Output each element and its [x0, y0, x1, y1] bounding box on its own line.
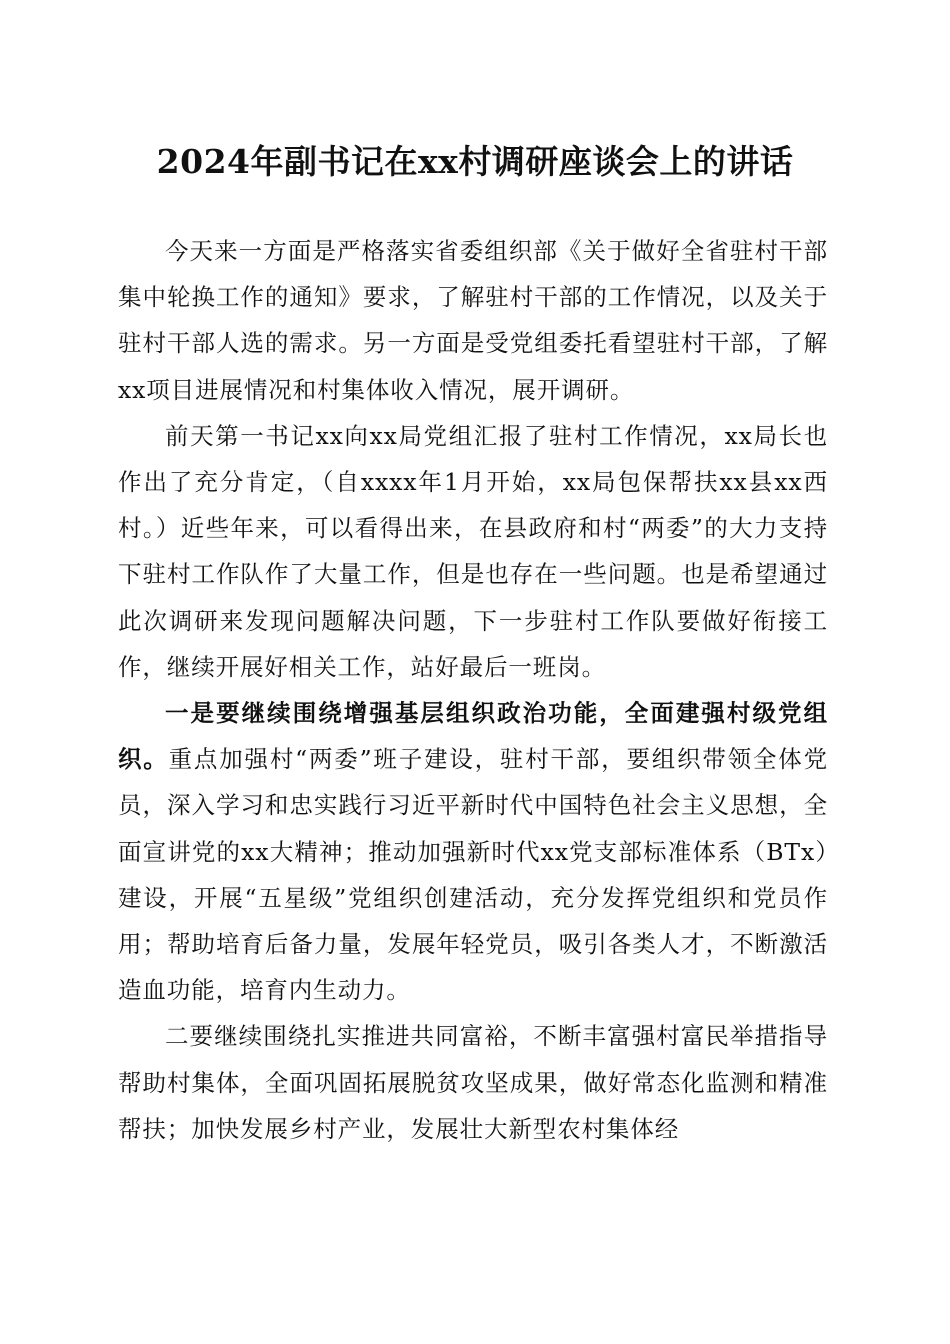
page-title: 2024年副书记在xx村调研座谈会上的讲话 — [156, 142, 794, 181]
paragraph-3 — [118, 690, 828, 1013]
paragraph-2-text: 前天第一书记xx向xx局党组汇报了驻村工作情况，xx局长也作出了充分肯定，（自xxxx年1月开始，xx局包保帮扶xx县xx西村。）近些年来，可以看得出来，在县政府和村“两委”的大力支持下驻村工作队作了大量工作，但是也存在一些问题。也是希望通过此次调研来发现问题解决问题，下一步驻村工作队要做好衔接工作，继续开展好相关工作，站好最后一班岗。 — [118, 421, 828, 681]
paragraph-3-lead: 一是要继续围绕增强基层组织政治功能，全面建强村级党组织。 — [118, 699, 828, 774]
paragraph-2 — [118, 413, 828, 690]
paragraph-4 — [118, 1013, 828, 1152]
paragraph-1-text: 今天来一方面是严格落实省委组织部《关于做好全省驻村干部集中轮换工作的通知》要求，了解驻村干部的工作情况，以及关于驻村干部人选的需求。另一方面是受党组委托看望驻村干部，了解xx项目进展情况和村集体收入情况，展开调研。 — [118, 237, 828, 404]
paragraph-1 — [118, 228, 828, 413]
document-body — [118, 228, 828, 1152]
paragraph-3-text: 重点加强村“两委”班子建设，驻村干部，要组织带领全体党员，深入学习和忠实践行习近平新时代中国特色社会主义思想，全面宣讲党的xx大精神；推动加强新时代xx党支部标准体系（BTx）建设，开展“五星级”党组织创建活动，充分发挥党组织和党员作用；帮助培育后备力量，发展年轻党员，吸引各类人才，不断激活造血功能，培育内生动力。 — [118, 745, 828, 1005]
paragraph-4-text: 二要继续围绕扎实推进共同富裕，不断丰富强村富民举措指导帮助村集体，全面巩固拓展脱贫攻坚成果，做好常态化监测和精准帮扶；加快发展乡村产业，发展壮大新型农村集体经 — [118, 1022, 828, 1143]
